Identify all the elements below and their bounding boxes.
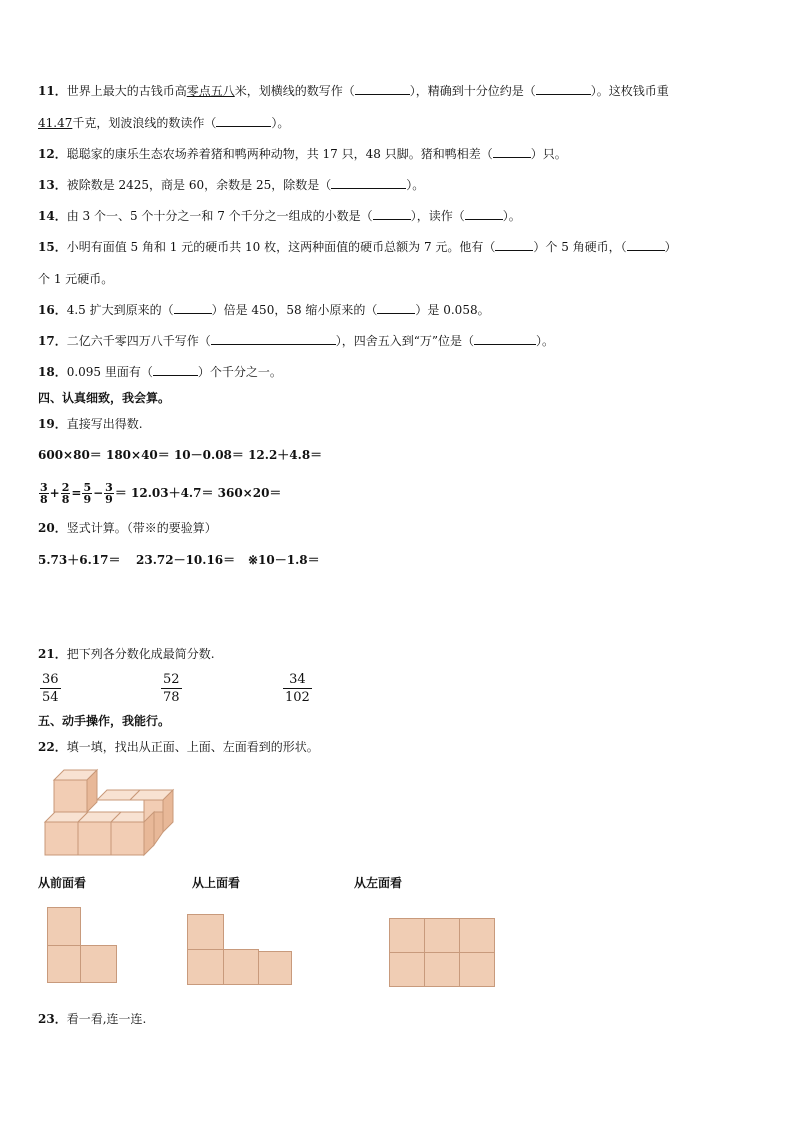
answer-blank[interactable] <box>377 302 415 314</box>
section-heading-5: 五、动手操作，我能行。 <box>38 714 171 728</box>
question-12: 12．聪聪家的康乐生态农场养着猪和鸭两种动物，共 17 只，48 只脚。猪和鸭相差（ ）只。 <box>38 147 567 161</box>
cube-front-face <box>54 780 87 812</box>
caption-left-view: 从左面看 <box>354 876 403 890</box>
caption-front-view: 从前面看 <box>38 876 87 890</box>
fraction-3: 34 102 <box>285 672 310 705</box>
fraction: $\frac{3}{8}$ <box>40 481 48 506</box>
question-21-title: 21．把下列各分数化成最简分数. <box>38 647 215 661</box>
front-view-shape <box>47 907 127 987</box>
section-heading-4: 四、认真细致，我会算。 <box>38 391 171 405</box>
answer-blank[interactable] <box>474 333 536 345</box>
fraction: $\frac{5}{9}$ <box>83 481 92 506</box>
question-19-row1: 600×80＝ 180×40＝ 10－0.08＝ 12.2＋4.8＝ <box>38 448 323 462</box>
answer-blank[interactable] <box>211 333 336 345</box>
question-23-title: 23．看一看,连一连. <box>38 1012 147 1026</box>
answer-blank[interactable] <box>536 83 591 95</box>
question-17: 17．二亿六千零四万八千写作（ ），四舍五入到“万”位是（ ）。 <box>38 334 555 348</box>
question-16: 16．4.5 扩大到原来的（ ）倍是 450，58 缩小原来的（ ）是 0.058。 <box>38 303 490 317</box>
answer-blank[interactable] <box>216 115 271 127</box>
caption-top-view: 从上面看 <box>192 876 241 890</box>
question-11-line2: 41.47千克，划波浪线的数读作（ ）。 <box>38 116 290 130</box>
question-20-expr-1: 5.73＋6.17＝ <box>38 553 121 567</box>
fraction: $\frac{3}{9}$ <box>105 481 113 506</box>
question-22-title: 22．填一填，找出从正面、上面、左面看到的形状。 <box>38 740 319 754</box>
answer-blank[interactable] <box>493 146 531 158</box>
left-view-shape <box>389 918 499 990</box>
fraction: $\frac{2}{8}$ <box>61 481 70 506</box>
question-20-title: 20．竖式计算。（带※的要验算） <box>38 521 217 535</box>
answer-blank[interactable] <box>153 364 198 376</box>
question-19-title: 19．直接写出得数. <box>38 417 143 431</box>
top-view-shape <box>187 914 297 989</box>
cube-front-face <box>45 822 78 855</box>
answer-blank[interactable] <box>174 302 212 314</box>
fraction-1: 36 54 <box>42 672 59 705</box>
cube-side-face <box>154 812 163 845</box>
question-19-row2: $\frac{3}{8}$ + $\frac{2}{8}$ = $\frac{5}{9}$ − $\frac{3}{9}$ ＝ 12.03＋4.7＝ 360×20＝ <box>40 481 282 506</box>
answer-blank[interactable] <box>465 208 503 220</box>
question-18: 18．0.095 里面有（ ）个千分之一。 <box>38 365 282 379</box>
question-11-line1: 11．世界上最大的古钱币高零点五八米，划横线的数写作（ ），精确到十分位约是（ ）。这枚钱币重 <box>38 84 669 98</box>
cube-front-face <box>78 822 111 855</box>
question-14: 14．由 3 个一、5 个十分之一和 7 个千分之一组成的小数是（ ），读作（ ）。 <box>38 209 521 223</box>
cube-arrangement-figure <box>42 768 172 863</box>
answer-blank[interactable] <box>373 208 411 220</box>
fraction-2: 52 78 <box>163 672 180 705</box>
wavy-underlined-number: 41.47 <box>38 116 73 130</box>
question-15-line2: 个 1 元硬币。 <box>38 272 114 286</box>
answer-blank[interactable] <box>495 239 533 251</box>
question-20-expr-2: 23.72－10.16＝ <box>136 553 236 567</box>
cube-front-face <box>111 822 144 855</box>
underlined-number: 零点五八 <box>186 84 235 98</box>
answer-blank[interactable] <box>355 83 410 95</box>
question-20-expr-3: ※10－1.8＝ <box>248 553 320 567</box>
question-15-line1: 15．小明有面值 5 角和 1 元的硬币共 10 枚，这两种面值的硬币总额为 7 元。他有（ ）个 5 角硬币，（ ） <box>38 240 677 254</box>
answer-blank[interactable] <box>331 177 406 189</box>
answer-blank[interactable] <box>627 239 665 251</box>
question-13: 13．被除数是 2425，商是 60，余数是 25，除数是（ ）。 <box>38 178 425 192</box>
